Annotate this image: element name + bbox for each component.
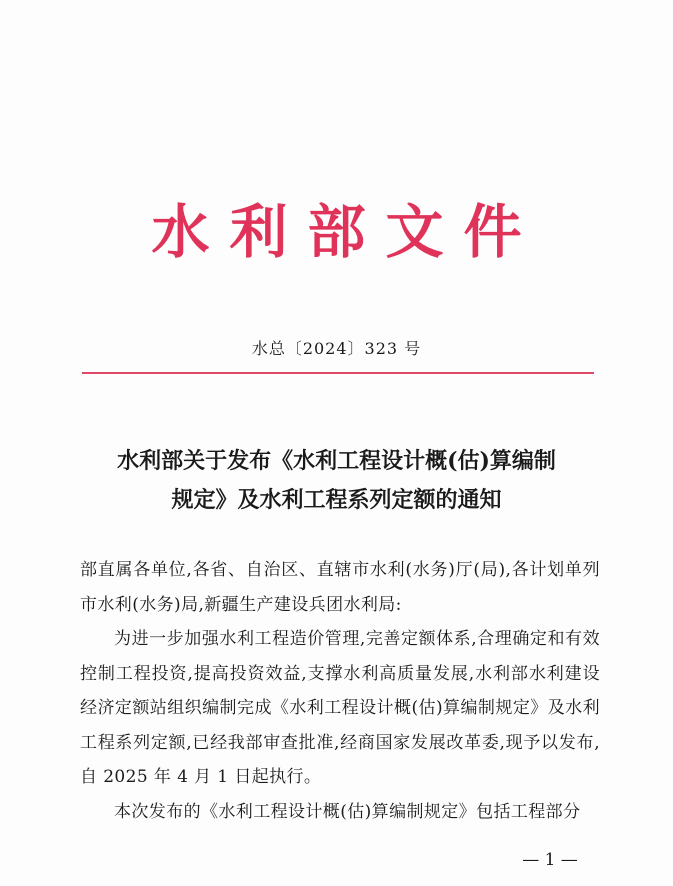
- notice-body: [80, 553, 600, 829]
- notice-title-line-2: 规定》及水利工程系列定额的通知: [171, 487, 502, 513]
- notice-title-line-1: 水利部关于发布《水利工程设计概(估)算编制: [117, 448, 556, 474]
- notice-title: [70, 442, 603, 520]
- document-header-title: 水利部文件: [151, 198, 542, 266]
- body-paragraph-2: 本次发布的《水利工程设计概(估)算编制规定》包括工程部分: [114, 801, 581, 822]
- document-number: 水总〔2024〕323 号: [251, 339, 422, 358]
- addressee-paragraph: 部直属各单位,各省、自治区、直辖市水利(水务)厅(局),各计划单列市水利(水务)局,新疆生产建设兵团水利局:: [80, 560, 600, 615]
- page-number: — 1 —: [522, 850, 578, 870]
- red-divider-line: [82, 372, 594, 374]
- body-paragraph-1: 为进一步加强水利工程造价管理,完善定额体系,合理确定和有效控制工程投资,提高投资效益,支撑水利高质量发展,水利部水利建设经济定额站组织编制完成《水利工程设计概(估)算编制规定》及水利工程系列定额,已经我部审查批准,经商国家发展改革委,现予以发布,自 2025 年 4 月 1 日起执行。: [80, 629, 600, 787]
